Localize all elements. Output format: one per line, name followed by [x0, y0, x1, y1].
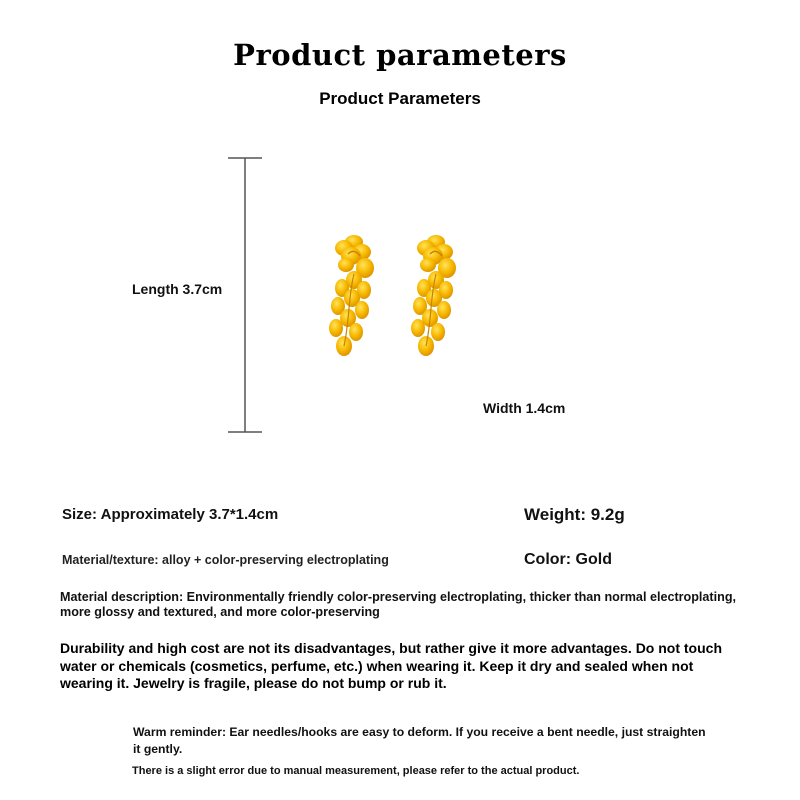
material-description: Material description: Environmentally friendly color-preserving electroplating, thicker than normal electroplating, more glossy and textured, and more color-preserving — [60, 590, 737, 619]
warm-reminder: Warm reminder: Ear needles/hooks are easy to deform. If you receive a bent needle, just straighten it gently. — [133, 725, 706, 756]
length-label: Length 3.7cm — [132, 281, 223, 297]
length-ruler — [228, 157, 262, 433]
care-notice: Durability and high cost are not its disadvantages, but rather give it more advantages. Do not touch water or chemicals (cosmetics, perfume, etc.) when wearing it. Keep it dry and sealed when not wearing it. Jewelry is fragile, please do not bump or rub it. — [60, 640, 722, 691]
width-label: Width 1.4cm — [483, 400, 566, 416]
earrings-image — [322, 226, 472, 362]
left-earring — [329, 235, 374, 356]
size-spec: Size: Approximately 3.7*1.4cm — [62, 506, 279, 523]
color-spec: Color: Gold — [524, 551, 612, 568]
right-earring — [411, 235, 456, 356]
page-title: Product parameters — [233, 38, 567, 72]
material-spec: Material/texture: alloy + color-preserving electroplating — [62, 553, 389, 567]
section-subtitle: Product Parameters — [319, 89, 481, 108]
weight-spec: Weight: 9.2g — [524, 505, 625, 524]
measurement-footnote: There is a slight error due to manual measurement, please refer to the actual product. — [132, 765, 580, 777]
